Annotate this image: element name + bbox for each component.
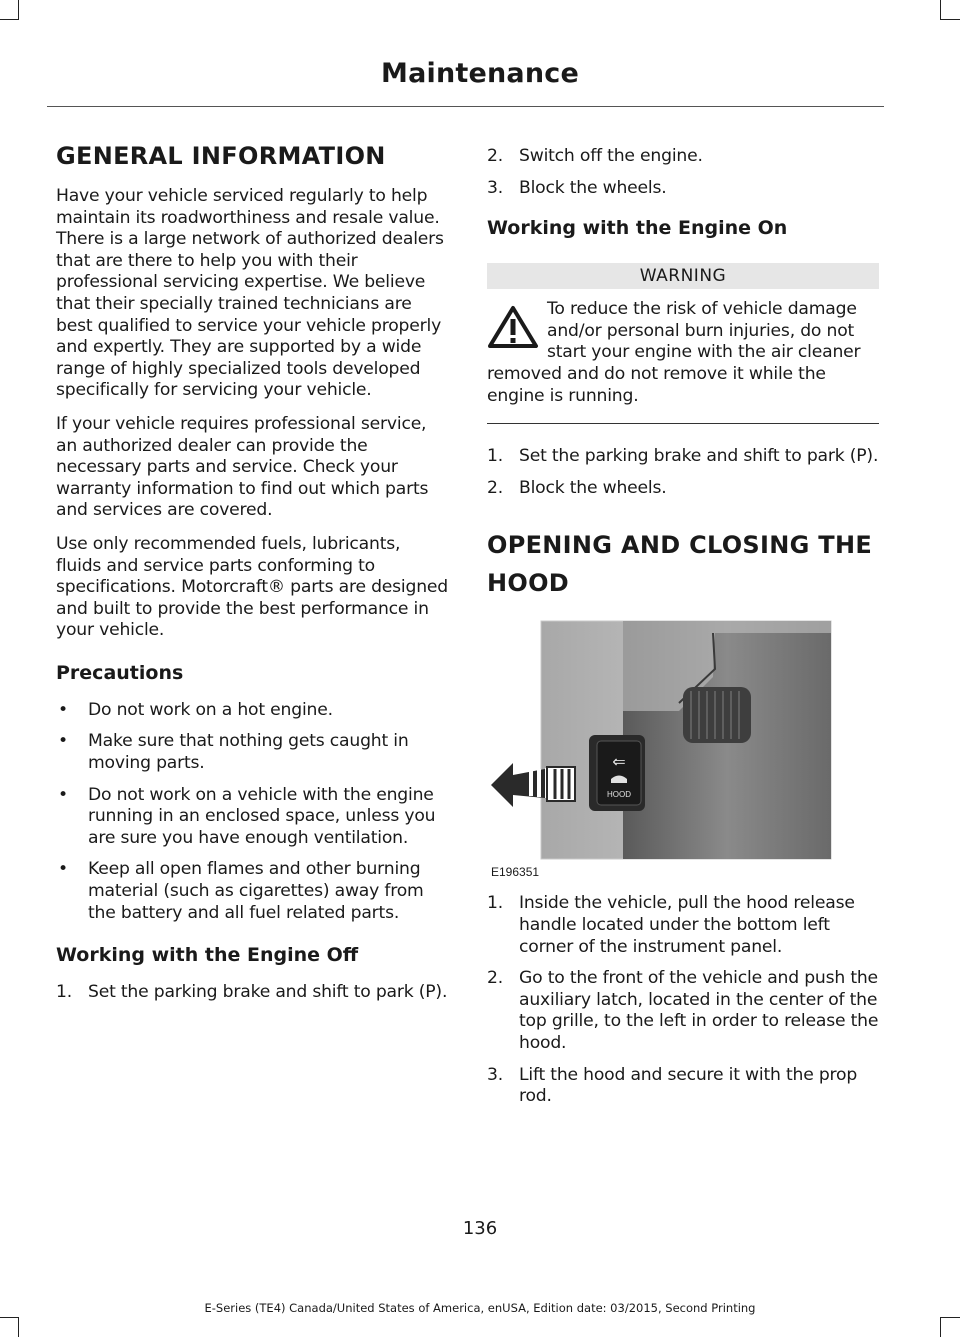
figure-caption: E196351 — [491, 865, 540, 880]
step-number: 3. — [487, 1064, 503, 1085]
crop-mark — [940, 0, 941, 20]
warning-text: To reduce the risk of vehicle damage and/or personal burn injuries, do not start your engine with the air cleaner removed and do not remove it while the engine is running. — [487, 299, 861, 406]
step-text: Switch off the engine. — [519, 146, 703, 166]
step-number: 1. — [56, 982, 72, 1003]
list-item-text: Do not work on a vehicle with the engine running in an enclosed space, unless you are sure you have enough ventilation. — [88, 784, 436, 848]
list-item — [56, 731, 448, 774]
step-item — [487, 478, 879, 500]
page-header-title: Maintenance — [381, 58, 579, 89]
list-item-text: Keep all open flames and other burning material (such as cigarettes) away from the battery and all fuel related parts. — [88, 859, 424, 923]
crop-mark — [940, 1317, 941, 1337]
engine-on-steps — [487, 446, 879, 499]
step-number: 2. — [487, 477, 503, 498]
step-item — [487, 1065, 879, 1108]
crop-mark — [941, 19, 960, 20]
list-item — [56, 785, 448, 850]
step-text: Go to the front of the vehicle and push the auxiliary latch, located in the center of the top grille, to the left in order to release the hood. — [519, 968, 879, 1053]
engine-off-steps-continued — [487, 146, 879, 199]
step-item — [487, 893, 879, 958]
warning-triangle-icon — [487, 305, 539, 349]
list-item — [56, 700, 448, 722]
step-number: 1. — [487, 893, 503, 914]
precautions-list — [56, 700, 448, 924]
hood-handle-label: HOOD — [607, 790, 631, 800]
step-text: Block the wheels. — [519, 177, 667, 198]
step-text: Set the parking brake and shift to park (P). — [519, 446, 879, 467]
left-column — [56, 140, 448, 1018]
step-item — [487, 178, 879, 200]
engine-off-heading: Working with the Engine Off — [56, 944, 359, 967]
warning-rule — [487, 423, 879, 424]
list-item-text: Make sure that nothing gets caught in moving parts. — [88, 731, 409, 774]
step-item — [487, 968, 879, 1054]
step-text: Block the wheels. — [519, 477, 667, 498]
step-number: 2. — [487, 146, 503, 166]
crop-mark — [18, 1317, 19, 1337]
step-item — [487, 446, 879, 468]
crop-mark — [941, 1317, 960, 1318]
step-number: 3. — [487, 177, 503, 198]
engine-off-steps — [56, 982, 448, 1004]
hood-steps — [487, 893, 879, 1107]
step-number: 2. — [487, 968, 503, 989]
crop-mark — [18, 0, 19, 20]
step-text: Inside the vehicle, pull the hood release handle located under the bottom left corner of the instrument panel. — [519, 893, 855, 957]
hood-heading-line: HOOD — [487, 569, 570, 598]
bullet-mark: • — [58, 699, 68, 720]
hood-release-figure — [487, 617, 879, 879]
bullet-mark: • — [58, 731, 68, 752]
list-item — [56, 859, 448, 924]
right-column — [487, 146, 879, 1122]
bullet-mark: • — [58, 784, 68, 805]
hood-heading — [487, 529, 879, 599]
crop-mark — [0, 19, 18, 20]
list-item-text: Do not work on a hot engine. — [88, 699, 333, 720]
step-item — [487, 146, 879, 168]
paragraph: Use only recommended fuels, lubricants, fluids and service parts conforming to specifications. Motorcraft® parts are designed and built to provide the best performance in your vehicle. — [56, 533, 448, 641]
step-text: Lift the hood and secure it with the prop rod. — [519, 1064, 858, 1107]
hood-heading-line: OPENING AND CLOSING THE — [487, 531, 873, 560]
step-item — [56, 982, 448, 1004]
svg-text:⇐: ⇐ — [612, 752, 626, 772]
page-footer: E-Series (TE4) Canada/United States of America, enUSA, Edition date: 03/2015, Second Printing — [204, 1301, 756, 1315]
paragraph: If your vehicle requires professional service, an authorized dealer can provide the necessary parts and service. Check your warranty information to find out which parts and services are covered. — [56, 413, 429, 521]
bullet-mark: • — [58, 859, 68, 880]
step-text: Set the parking brake and shift to park (P). — [88, 982, 448, 1003]
step-number: 1. — [487, 446, 503, 467]
warning-label: WARNING — [487, 263, 879, 289]
warning-box — [487, 299, 879, 407]
engine-on-heading: Working with the Engine On — [487, 217, 788, 240]
page-number: 136 — [462, 1218, 498, 1239]
paragraph: Have your vehicle serviced regularly to help maintain its roadworthiness and resale value. There is a large network of authorized dealers that are there to help you with their professional servicing expertise. We believe that their specially trained technicians are best qualified to service your vehicle properly and expertly. They are supported by a wide range of highly specialized tools developed specifically for servicing your vehicle. — [56, 186, 444, 401]
general-information-heading: GENERAL INFORMATION — [56, 142, 386, 170]
hood-release-illustration — [487, 617, 879, 879]
crop-mark — [0, 1317, 18, 1318]
precautions-heading: Precautions — [56, 661, 184, 684]
header-rule — [47, 106, 884, 107]
